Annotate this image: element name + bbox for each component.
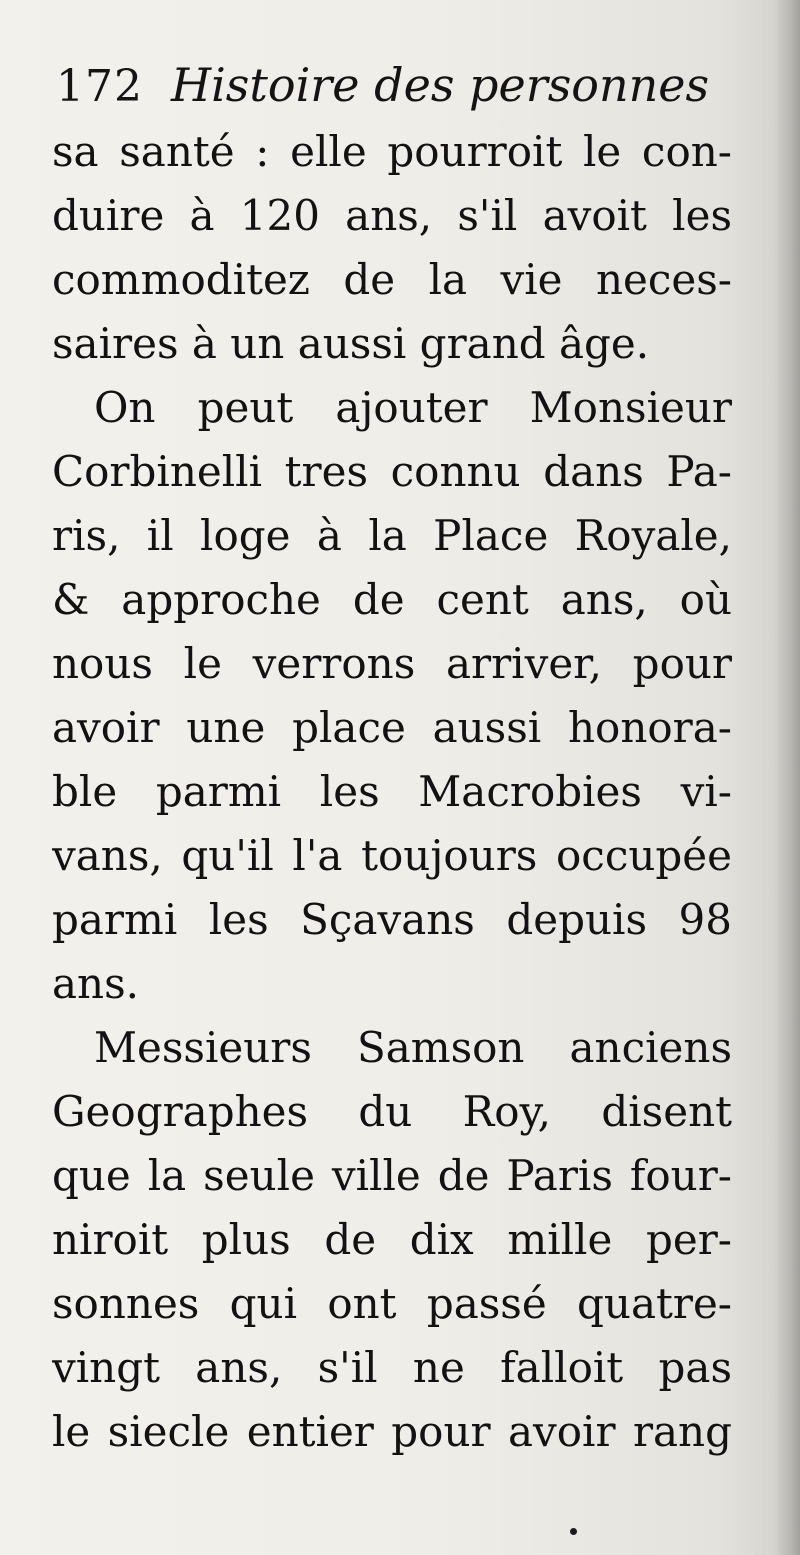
page-number: 172 [56, 61, 143, 112]
text-line: le siecle entier pour avoir rang [52, 1407, 732, 1456]
text-line: Geographes du Roy, disent [52, 1087, 732, 1136]
page-binding-shadow [774, 0, 800, 1555]
page-header [56, 58, 709, 128]
paragraph-start-line: On peut ajouter Monsieur [94, 383, 732, 432]
text-line: commoditez de la vie neces- [52, 255, 732, 304]
text-line: vans, qu'il l'a toujours occupée [52, 831, 732, 880]
text-line: sonnes qui ont passé quatre- [52, 1279, 732, 1328]
text-line: ans. [52, 959, 139, 1008]
text-line: ris, il loge à la Place Royale, [52, 511, 732, 560]
text-line: & approche de cent ans, où [52, 575, 732, 624]
text-line: Corbinelli tres connu dans Pa- [52, 447, 732, 496]
ink-speck [570, 1528, 577, 1535]
text-line: ble parmi les Macrobies vi- [52, 767, 732, 816]
text-line: que la seule ville de Paris four- [52, 1151, 732, 1200]
text-line: niroit plus de dix mille per- [52, 1215, 732, 1264]
text-line: sa santé : elle pourroit le con- [52, 127, 732, 176]
running-head: Histoire des personnes [170, 58, 710, 112]
body-text [52, 120, 732, 1464]
text-line: duire à 120 ans, s'il avoit les [52, 191, 732, 240]
text-line: saires à un aussi grand âge. [52, 319, 650, 368]
text-line: nous le verrons arriver, pour [52, 639, 732, 688]
text-line: avoir une place aussi honora- [52, 703, 732, 752]
text-line: parmi les Sçavans depuis 98 [52, 895, 732, 944]
paragraph-start-line: Messieurs Samson anciens [94, 1023, 732, 1072]
text-line: vingt ans, s'il ne falloit pas [52, 1343, 732, 1392]
